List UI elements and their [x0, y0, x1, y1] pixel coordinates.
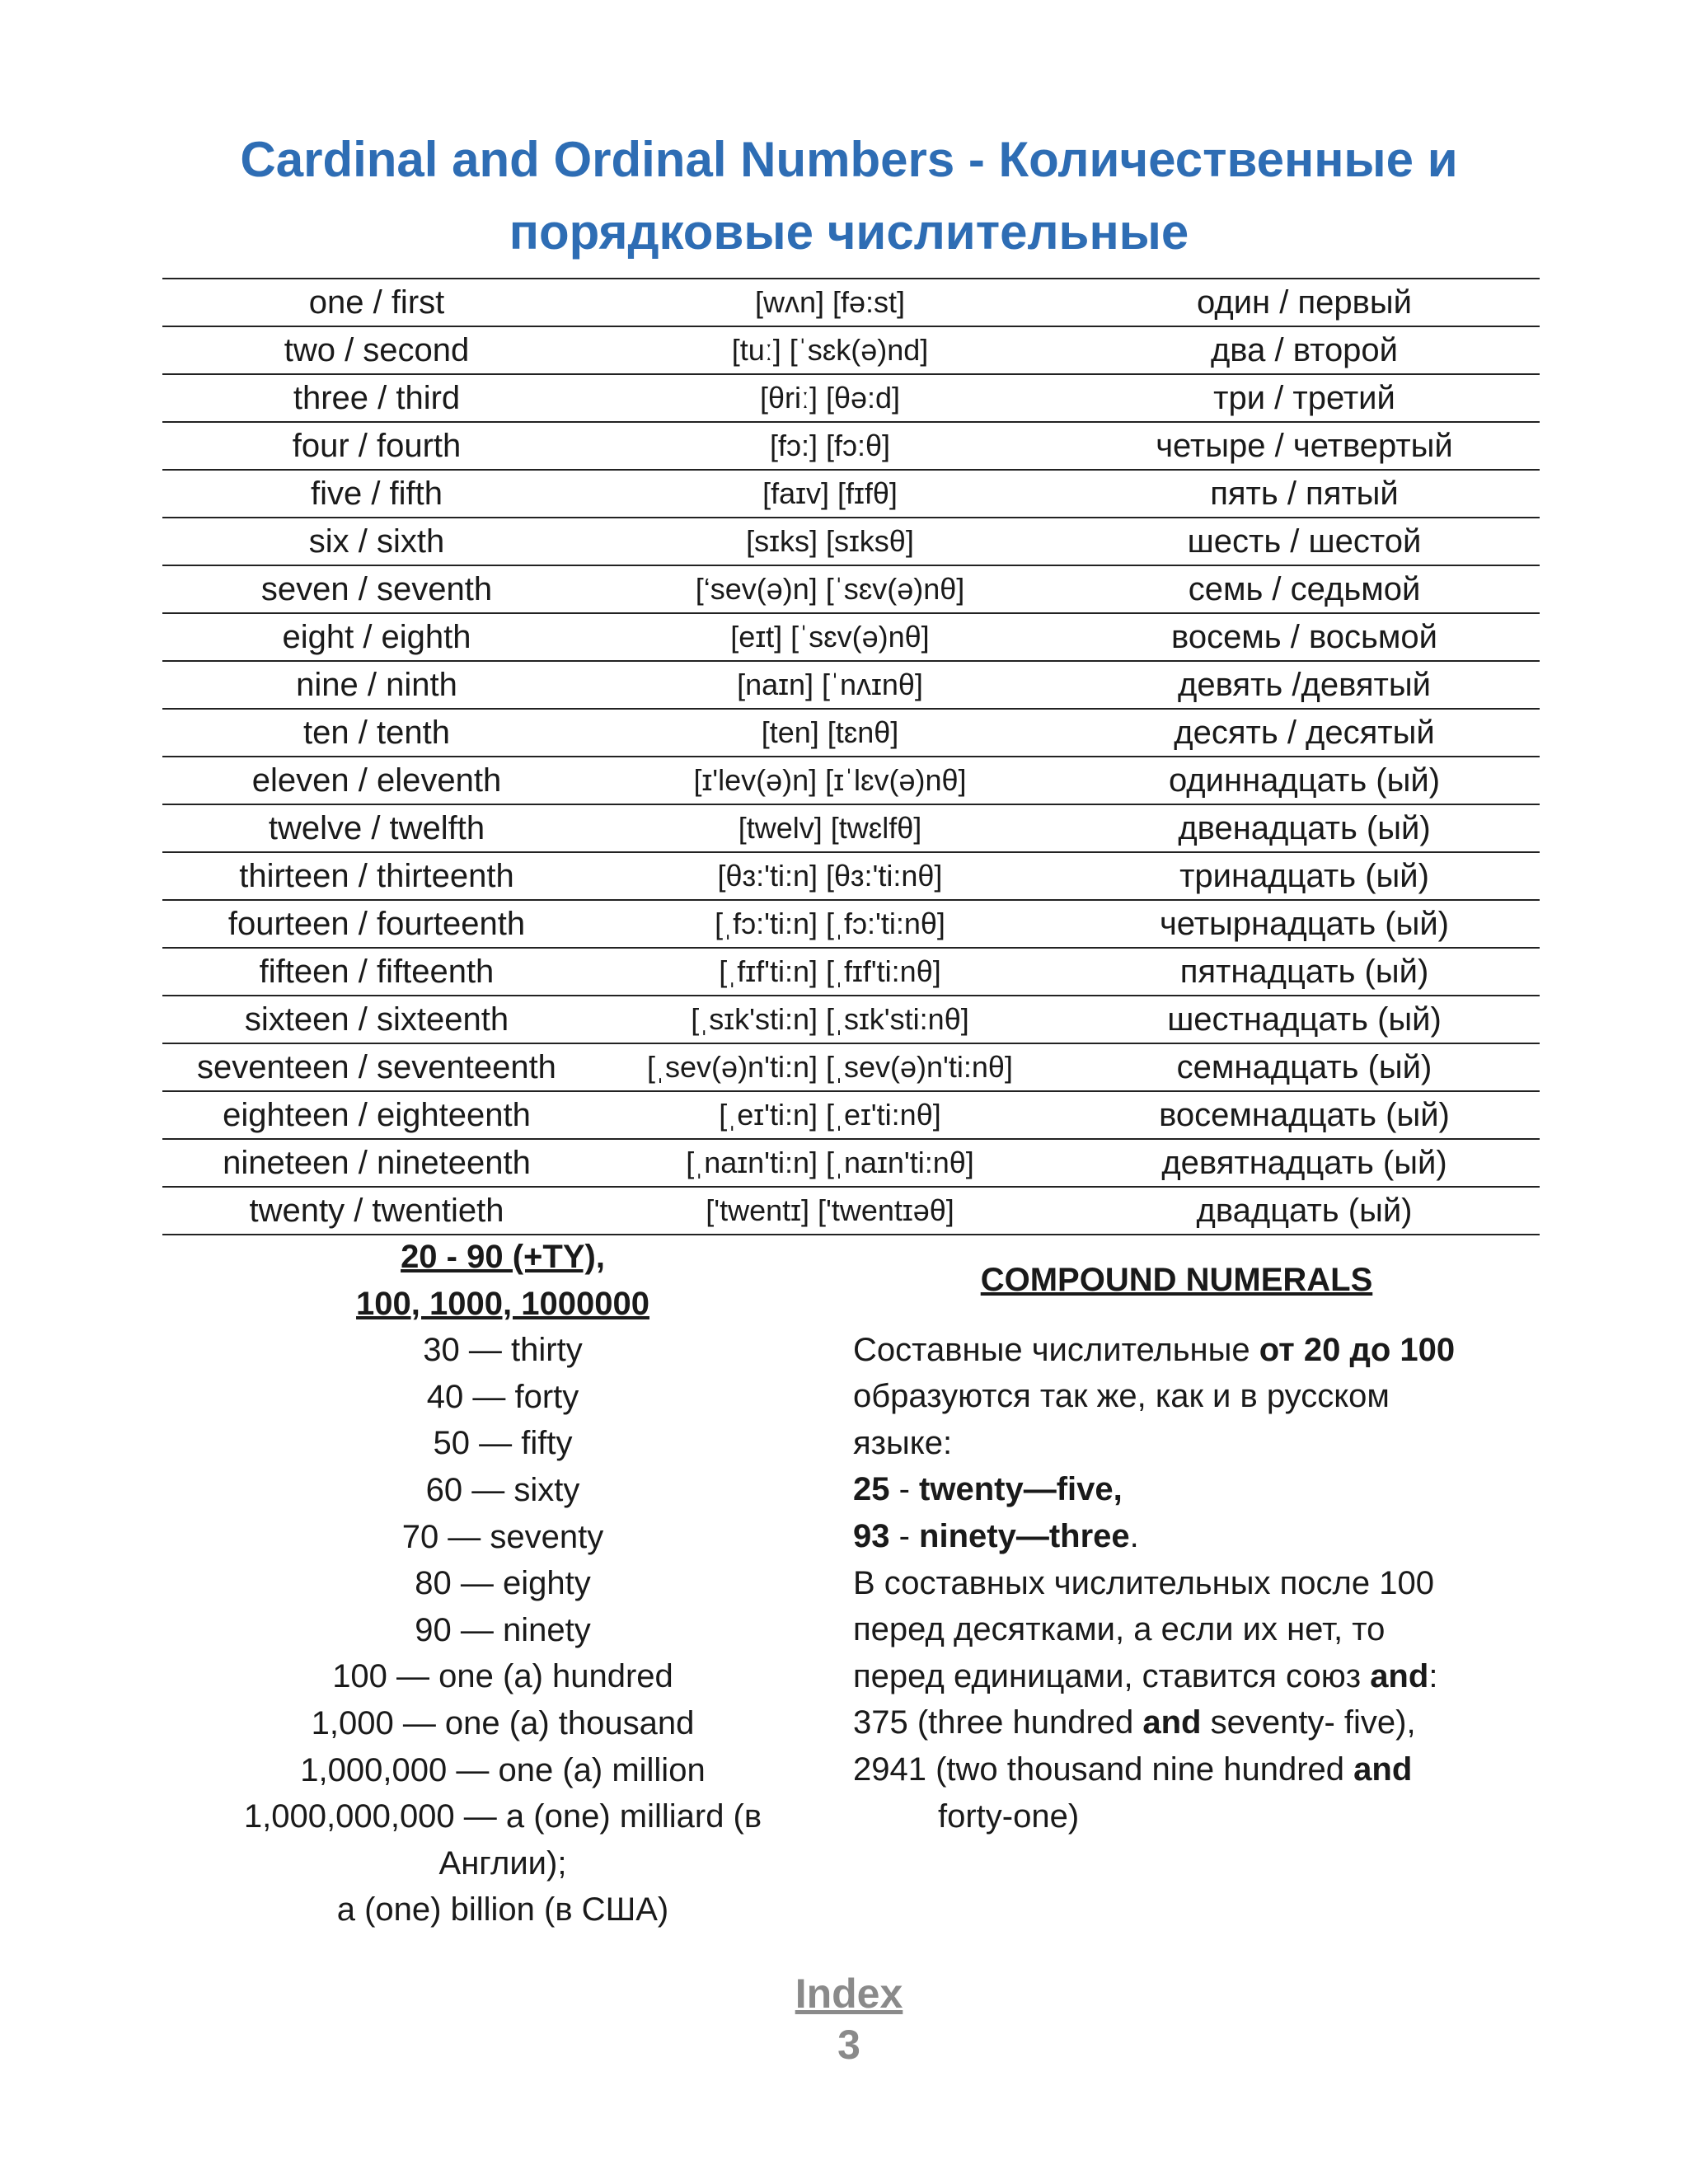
number-word-line: 1,000,000 — one (a) million [300, 1751, 706, 1788]
and-keyword: and [1370, 1657, 1429, 1694]
page-footer [742, 1968, 956, 2070]
english-words-cell: fifteen / fifteenth [162, 948, 591, 996]
number-word-line: a (one) billion (в США) [336, 1891, 669, 1929]
tens-heading-line-1: 20 - 90 (+TY), [401, 1239, 605, 1275]
english-words-cell: one / first [162, 279, 591, 326]
number-word-line: 1,000,000,000 — a (one) milliard (в [243, 1798, 762, 1835]
transcription-cell: [ˌsɪk'sti:n] [ˌsɪk'sti:nθ] [591, 996, 1069, 1043]
tens-and-large-numbers-section [181, 1234, 824, 1933]
example-words: twenty—five, [919, 1471, 1123, 1508]
russian-words-cell: десять / десятый [1069, 709, 1540, 757]
compound-numerals-heading: COMPOUND NUMERALS [980, 1262, 1373, 1298]
russian-words-cell: четырнадцать (ый) [1069, 900, 1540, 948]
compound-text: seventy- five), [1201, 1704, 1416, 1741]
english-words-cell: three / third [162, 374, 591, 422]
colon: : [1428, 1657, 1438, 1694]
number-word-line: 60 — sixty [425, 1471, 580, 1508]
russian-words-cell: четыре / четвертый [1069, 422, 1540, 470]
transcription-cell: [‘sev(ə)n] [ˈsɛv(ə)nθ] [591, 565, 1069, 613]
english-words-cell: seventeen / seventeenth [162, 1043, 591, 1091]
table-row [162, 470, 1540, 518]
table-row [162, 661, 1540, 709]
english-words-cell: two / second [162, 326, 591, 374]
transcription-cell: [ˌsev(ə)n'ti:n] [ˌsev(ə)n'ti:nθ] [591, 1043, 1069, 1091]
number-word-line: 90 — ninety [415, 1611, 591, 1648]
russian-words-cell: три / третий [1069, 374, 1540, 422]
english-words-cell: twenty / twentieth [162, 1187, 591, 1235]
russian-words-cell: пятнадцать (ый) [1069, 948, 1540, 996]
table-row [162, 279, 1540, 326]
transcription-cell: [ten] [tɛnθ] [591, 709, 1069, 757]
russian-words-cell: семь / седьмой [1069, 565, 1540, 613]
transcription-cell: [eɪt] [ˈsɛv(ə)nθ] [591, 613, 1069, 661]
example-separator: - [889, 1517, 920, 1554]
russian-words-cell: восемь / восьмой [1069, 613, 1540, 661]
english-words-cell: six / sixth [162, 518, 591, 565]
table-row [162, 326, 1540, 374]
transcription-cell: [naɪn] [ˈnʌɪnθ] [591, 661, 1069, 709]
english-words-cell: sixteen / sixteenth [162, 996, 591, 1043]
english-words-cell: seven / seventh [162, 565, 591, 613]
number-word-line: Англии); [438, 1844, 567, 1882]
compound-paragraph-line [853, 1327, 1537, 1374]
english-words-cell: eight / eighth [162, 613, 591, 661]
table-row [162, 852, 1540, 900]
page-number: 3 [837, 2022, 860, 2068]
english-words-cell: fourteen / fourteenth [162, 900, 591, 948]
compound-example-375 [853, 1699, 1537, 1746]
compound-example-25 [853, 1466, 1537, 1513]
transcription-cell: [fɔ:] [fɔ:θ] [591, 422, 1069, 470]
russian-words-cell: шесть / шестой [1069, 518, 1540, 565]
english-words-cell: nine / ninth [162, 661, 591, 709]
english-words-cell: twelve / twelfth [162, 804, 591, 852]
compound-paragraph-line [853, 1653, 1537, 1700]
english-words-cell: eleven / eleventh [162, 757, 591, 804]
russian-words-cell: восемнадцать (ый) [1069, 1091, 1540, 1139]
russian-words-cell: семнадцать (ый) [1069, 1043, 1540, 1091]
example-words: ninety—three [919, 1517, 1130, 1554]
example-separator: - [889, 1471, 920, 1508]
table-row [162, 709, 1540, 757]
compound-paragraph-line: перед десятками, а если их нет, то [853, 1611, 1386, 1648]
transcription-cell: [ˌnaɪn'ti:n] [ˌnaɪn'ti:nθ] [591, 1139, 1069, 1187]
compound-text: 2941 (two thousand nine hundred [853, 1750, 1354, 1788]
russian-words-cell: тринадцать (ый) [1069, 852, 1540, 900]
transcription-cell: [ˌfɪf'ti:n] [ˌfɪf'ti:nθ] [591, 948, 1069, 996]
compound-paragraph-line: языке: [853, 1424, 953, 1461]
compound-example-93 [853, 1513, 1537, 1560]
english-words-cell: thirteen / thirteenth [162, 852, 591, 900]
and-keyword: and [1353, 1750, 1413, 1788]
transcription-cell: [tuː] [ˈsɛk(ə)nd] [591, 326, 1069, 374]
number-word-line: 100 — one (a) hundred [332, 1658, 673, 1695]
russian-words-cell: девять /девятый [1069, 661, 1540, 709]
tens-heading-line-2: 100, 1000, 1000000 [356, 1285, 649, 1322]
compound-paragraph-line: образуются так же, как и в русском [853, 1378, 1390, 1415]
transcription-cell: [θriː] [θə:d] [591, 374, 1069, 422]
table-row [162, 422, 1540, 470]
russian-words-cell: один / первый [1069, 279, 1540, 326]
transcription-cell: ['twentɪ] ['twentɪəθ] [591, 1187, 1069, 1235]
number-word-line: 40 — forty [426, 1378, 579, 1415]
russian-words-cell: девятнадцать (ый) [1069, 1139, 1540, 1187]
english-words-cell: ten / tenth [162, 709, 591, 757]
table-row [162, 900, 1540, 948]
example-number: 93 [853, 1517, 890, 1554]
transcription-cell: [sɪks] [sɪksθ] [591, 518, 1069, 565]
table-row [162, 613, 1540, 661]
numbers-table [162, 278, 1540, 1235]
compound-paragraph-line: В составных числительных после 100 [853, 1564, 1434, 1601]
number-word-line: 1,000 — one (a) thousand [311, 1704, 695, 1741]
transcription-cell: [faɪv] [fɪfθ] [591, 470, 1069, 518]
english-words-cell: eighteen / eighteenth [162, 1091, 591, 1139]
table-row [162, 996, 1540, 1043]
russian-words-cell: два / второй [1069, 326, 1540, 374]
table-row [162, 948, 1540, 996]
table-row [162, 1091, 1540, 1139]
transcription-cell: [ˌeɪ'ti:n] [ˌeɪ'ti:nθ] [591, 1091, 1069, 1139]
number-word-line: 50 — fifty [433, 1425, 573, 1462]
table-row [162, 804, 1540, 852]
page-title: Cardinal and Ordinal Numbers - Количественные и порядковые числительные [240, 132, 1458, 260]
compound-example-2941-continued: forty-one) [938, 1797, 1080, 1835]
number-word-line: 70 — seventy [401, 1518, 604, 1555]
table-row [162, 1187, 1540, 1235]
english-words-cell: five / fifth [162, 470, 591, 518]
russian-words-cell: двенадцать (ый) [1069, 804, 1540, 852]
number-word-line: 30 — thirty [423, 1332, 583, 1369]
compound-text: перед единицами, ставится союз [853, 1657, 1371, 1694]
index-link[interactable]: Index [795, 1971, 903, 2017]
compound-text: Составные числительные [853, 1331, 1259, 1368]
table-row [162, 565, 1540, 613]
compound-range-text: от 20 до 100 [1259, 1331, 1456, 1368]
tens-list [181, 1327, 824, 1933]
transcription-cell: [wʌn] [fə:st] [591, 279, 1069, 326]
table-row [162, 518, 1540, 565]
table-row [162, 374, 1540, 422]
transcription-cell: [twelv] [twɛlfθ] [591, 804, 1069, 852]
number-word-line: 80 — eighty [415, 1565, 591, 1602]
transcription-cell: [ɪ'lev(ə)n] [ɪˈlɛv(ə)nθ] [591, 757, 1069, 804]
transcription-cell: [ˌfɔ:'ti:n] [ˌfɔ:'ti:nθ] [591, 900, 1069, 948]
russian-words-cell: шестнадцать (ый) [1069, 996, 1540, 1043]
russian-words-cell: двадцать (ый) [1069, 1187, 1540, 1235]
russian-words-cell: одиннадцать (ый) [1069, 757, 1540, 804]
compound-example-2941 [853, 1746, 1537, 1793]
compound-numerals-section [853, 1234, 1537, 1840]
table-row [162, 1043, 1540, 1091]
compound-text: 375 (three hundred [853, 1704, 1143, 1741]
english-words-cell: four / fourth [162, 422, 591, 470]
transcription-cell: [θɜ:'ti:n] [θɜ:'ti:nθ] [591, 852, 1069, 900]
numbers-table-body [162, 279, 1540, 1235]
example-period: . [1129, 1517, 1139, 1554]
example-number: 25 [853, 1471, 890, 1508]
table-row [162, 1139, 1540, 1187]
russian-words-cell: пять / пятый [1069, 470, 1540, 518]
english-words-cell: nineteen / nineteenth [162, 1139, 591, 1187]
table-row [162, 757, 1540, 804]
and-keyword: and [1142, 1704, 1202, 1741]
